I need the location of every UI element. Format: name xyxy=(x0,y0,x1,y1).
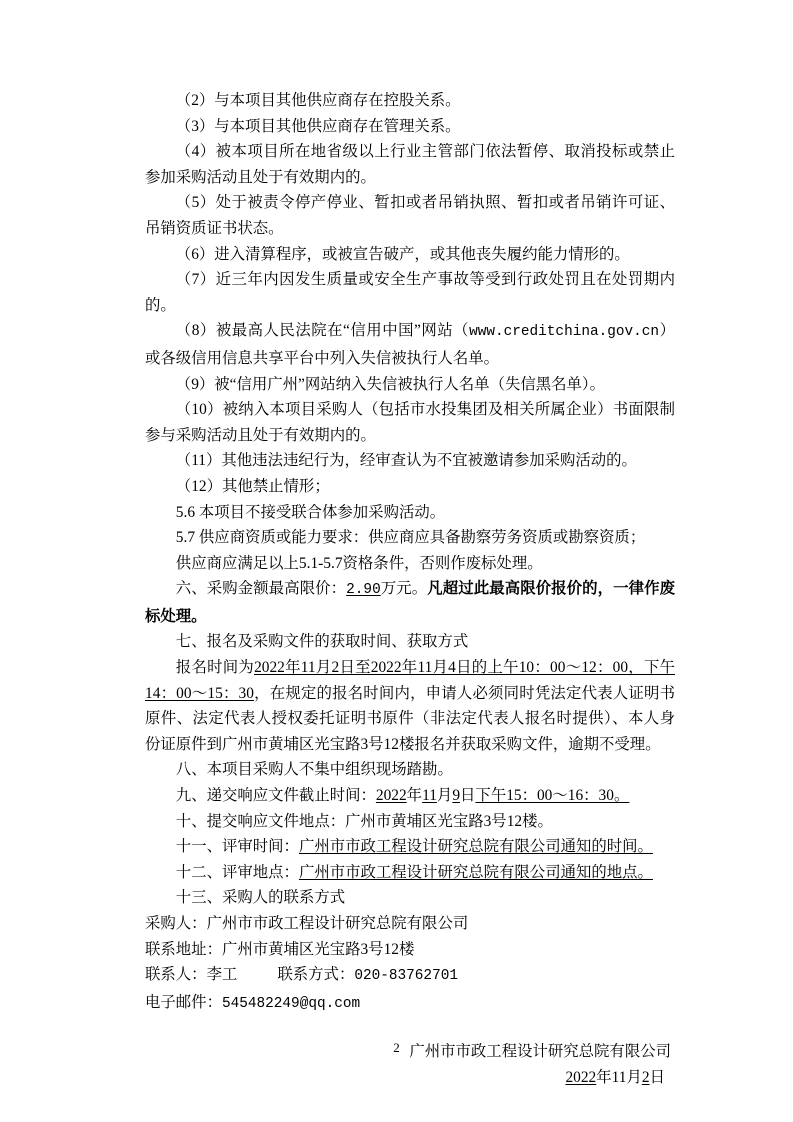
creditchina-url: www.creditchina.gov.cn xyxy=(469,324,660,341)
section-6-price-cap xyxy=(145,576,675,629)
purchaser-label: 采购人： xyxy=(145,915,207,932)
paragraph-clause-5: （5）处于被责令停产停业、暂扣或者吊销执照、暂扣或者吊销许可证、吊销资质证书状态。 xyxy=(145,194,675,237)
section-8-site-visit: 八、本项目采购人不集中组织现场踏勘。 xyxy=(175,761,453,779)
paragraph-clause-5-7: 5.7 供应商资质或能力要求：供应商应具备勘察劳务资质或勘察资质； xyxy=(175,529,646,547)
registration-time-value: 2022年11月2日至2022年11月4日的上午10：00～12：00，下午14：00～15：30 xyxy=(145,659,675,702)
signature-day: 2 xyxy=(641,1069,650,1087)
address-value: 广州市黄埔区光宝路3号12楼 xyxy=(221,940,415,958)
signature-year: 2022 xyxy=(565,1069,597,1087)
review-time-value: 广州市市政工程设计研究总院有限公司通知的时间。 xyxy=(298,838,653,856)
document-body xyxy=(145,88,675,1091)
purchaser-row xyxy=(145,911,675,937)
deadline-month: 11 xyxy=(422,787,437,805)
section-6-warning: 凡超过此最高限价报价的，一律作废标处理。 xyxy=(145,580,675,625)
paragraph-qualification-note: 供应商应满足以上5.1-5.7资格条件，否则作废标处理。 xyxy=(175,554,543,572)
section-6-unit: 万元。 xyxy=(380,580,428,598)
signature-year-suffix: 年 xyxy=(596,1069,612,1087)
paragraph-clause-7: （7）近三年内因发生质量或安全生产事故等受到行政处罚且在处罚期内的。 xyxy=(145,271,675,314)
paragraph-clause-4: （4）被本项目所在地省级以上行业主管部门依法暂停、取消投标或禁止参加采购活动且处于有效期内的。 xyxy=(145,143,675,186)
section-12-review-place xyxy=(145,860,675,886)
email-label: 电子邮件： xyxy=(145,993,222,1011)
deadline-year-suffix: 年 xyxy=(406,787,423,805)
signature-date xyxy=(145,1065,675,1091)
contact-person-label: 联系人： xyxy=(145,966,207,984)
contact-phone-label: 联系方式： xyxy=(277,966,355,984)
deadline-year: 2022 xyxy=(375,787,407,805)
section-9-deadline xyxy=(145,783,675,809)
paragraph-clause-6: （6）进入清算程序，或被宣告破产，或其他丧失履约能力情形的。 xyxy=(175,245,630,263)
section-13-heading: 十三、采购人的联系方式 xyxy=(175,889,346,907)
email-value: 545482249@qq.com xyxy=(221,995,361,1012)
page-number: 2 xyxy=(393,1040,400,1055)
clause-8-suffix: ）或各级信用信息共享平台中列入失信被执行人名单。 xyxy=(145,322,675,367)
address-label: 联系地址： xyxy=(145,940,222,958)
deadline-time: 下午15：00～16：30。 xyxy=(475,787,630,805)
signature-day-suffix: 日 xyxy=(649,1069,665,1087)
paragraph-clause-8 xyxy=(145,318,675,371)
contact-person-value: 李工 xyxy=(206,966,238,984)
paragraph-clause-3: （3）与本项目其他供应商存在管理关系。 xyxy=(175,117,461,135)
deadline-day-suffix: 日 xyxy=(460,787,476,805)
contact-phone-value: 020-83762701 xyxy=(354,968,458,985)
review-place-value: 广州市市政工程设计研究总院有限公司通知的地点。 xyxy=(298,863,653,881)
review-place-prefix: 十二、评审地点： xyxy=(175,863,299,881)
registration-time-suffix: ，在规定的报名时间内，申请人必须同时凭法定代表人证明书原件、法定代表人授权委托证明书原件（非法定代表人报名时提供）、本人身份证原件到广州市黄埔区光宝路3号12楼报名并获取采购文件，逾期不受理。 xyxy=(145,684,675,753)
signature-company: 广州市市政工程设计研究总院有限公司 xyxy=(409,1043,671,1061)
section-10-location: 十、提交响应文件地点：广州市黄埔区光宝路3号12楼。 xyxy=(175,812,553,830)
email-row xyxy=(145,990,675,1018)
address-row xyxy=(145,937,675,963)
paragraph-clause-11: （11）其他违法违纪行为，经审查认为不宜被邀请参加采购活动的。 xyxy=(175,452,637,470)
deadline-day: 9 xyxy=(452,787,461,805)
section-7-heading: 七、报名及采购文件的获取时间、获取方式 xyxy=(175,633,469,651)
signature-month-suffix: 月 xyxy=(626,1069,642,1087)
paragraph-clause-9: （9）被“信用广州”网站纳入失信被执行人名单（失信黑名单）。 xyxy=(175,375,606,393)
contact-row xyxy=(145,962,675,990)
deadline-prefix: 九、递交响应文件截止时间： xyxy=(175,787,376,805)
section-11-review-time xyxy=(145,834,675,860)
registration-time-prefix: 报名时间为 xyxy=(175,659,255,677)
review-time-prefix: 十一、评审时间： xyxy=(175,838,299,856)
paragraph-clause-5-6: 5.6 本项目不接受联合体参加采购活动。 xyxy=(175,503,446,521)
signature-month: 11 xyxy=(611,1069,627,1087)
clause-8-prefix: （8）被最高人民法院在“信用中国”网站（ xyxy=(175,322,470,340)
section-7-body xyxy=(145,655,675,757)
paragraph-clause-2: （2）与本项目其他供应商存在控股关系。 xyxy=(175,92,461,109)
purchaser-value: 广州市市政工程设计研究总院有限公司 xyxy=(206,915,469,932)
price-cap-amount: 2.90 xyxy=(346,582,381,599)
paragraph-clause-10: （10）被纳入本项目采购人（包括市水投集团及相关所属企业）书面限制参与采购活动且处于有效期内的。 xyxy=(145,401,675,444)
paragraph-clause-12: （12）其他禁止情形； xyxy=(175,477,330,495)
deadline-month-suffix: 月 xyxy=(436,787,453,805)
section-6-label: 六、采购金额最高限价： xyxy=(175,580,347,598)
